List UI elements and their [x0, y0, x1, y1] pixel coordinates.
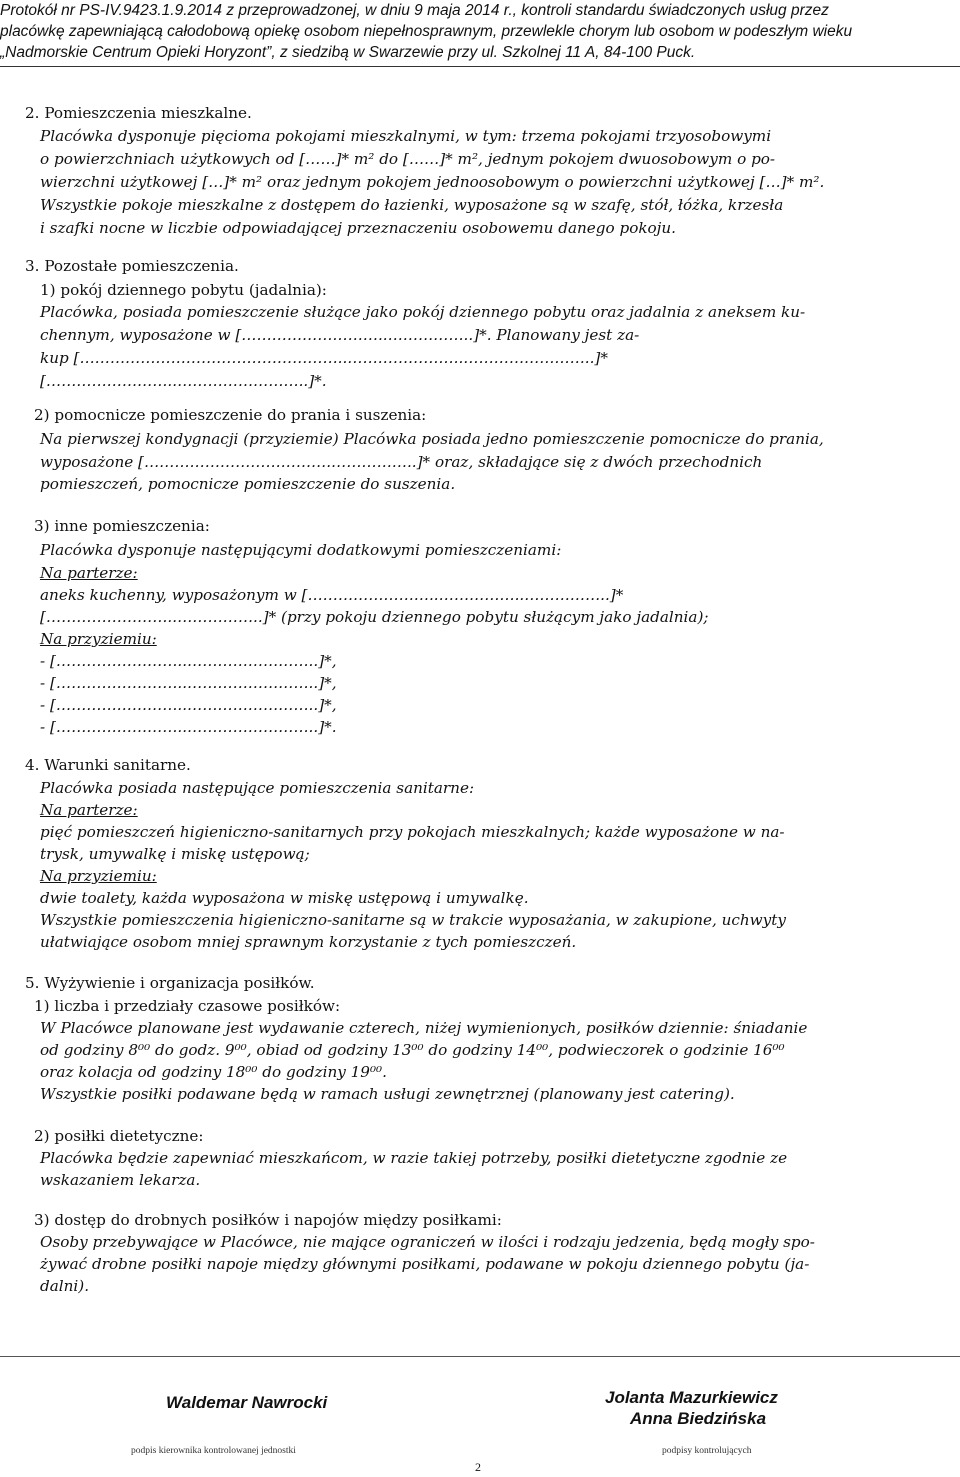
- body-line: aneks kuchenny, wyposażonym w [……………………..……………..……………..]*: [40, 586, 624, 604]
- signature-left-caption: podpis kierownika kontrolowanej jednostki: [131, 1446, 296, 1456]
- body-line: Wszystkie pomieszczenia higieniczno-sanitarne są w trakcie wyposażania, w zakupione, uchwyty: [40, 911, 786, 929]
- subsection-heading: 3) dostęp do drobnych posiłków i napojów między posiłkami:: [34, 1211, 502, 1229]
- body-line: dalni).: [40, 1277, 90, 1295]
- body-line: żywać drobne posiłki napoje między głównymi posiłkami, podawane w pokoju dziennego pobytu (ja-: [40, 1255, 810, 1273]
- underlined-label: Na parterze:: [40, 564, 138, 582]
- subsection-heading: 2) posiłki dietetyczne:: [34, 1127, 204, 1145]
- body-line: od godziny 8⁰⁰ do godz. 9⁰⁰, obiad od godziny 13⁰⁰ do godziny 14⁰⁰, podwieczorek o godzinie 16⁰⁰: [40, 1041, 785, 1059]
- body-line: pięć pomieszczeń higieniczno-sanitarnych przy pokojach mieszkalnych; każde wyposażone w na-: [40, 823, 785, 841]
- subsection-heading: 2) pomocnicze pomieszczenie do prania i suszenia:: [34, 406, 427, 424]
- body-line: oraz kolacja od godziny 18⁰⁰ do godziny 19⁰⁰.: [40, 1063, 387, 1081]
- body-line: ułatwiające osobom mniej sprawnym korzystanie z tych pomieszczeń.: [40, 933, 577, 951]
- body-line: Wszystkie pokoje mieszkalne z dostępem do łazienki, wyposażone są w szafę, stół, łóżka, krzesła: [40, 196, 784, 214]
- body-line: W Placówce planowane jest wydawanie czterech, niżej wymienionych, posiłków dziennie: śniadanie: [40, 1019, 808, 1037]
- body-line: Placówka dysponuje następującymi dodatkowymi pomieszczeniami:: [40, 541, 562, 559]
- section-heading: 2. Pomieszczenia mieszkalne.: [25, 104, 252, 122]
- body-line: Placówka dysponuje pięcioma pokojami mieszkalnymi, w tym: trzema pokojami trzyosobowymi: [40, 127, 772, 145]
- signature-rule: [0, 1356, 960, 1357]
- signature-right-name-2: Anna Biedzińska: [630, 1409, 767, 1428]
- signature-right-caption: podpisy kontrolujących: [662, 1446, 752, 1456]
- subsection-heading: 1) liczba i przedziały czasowe posiłków:: [34, 997, 341, 1015]
- subsection-heading: 3) inne pomieszczenia:: [34, 517, 210, 535]
- signature-left-name: Waldemar Nawrocki: [166, 1393, 328, 1412]
- subsection-heading: 1) pokój dziennego pobytu (jadalnia):: [40, 281, 327, 299]
- list-item: - [……………………..……………………..]*,: [40, 674, 337, 692]
- signature-right-name-1: Jolanta Mazurkiewicz: [605, 1388, 778, 1407]
- body-line: i szafki nocne w liczbie odpowiadającej przeznaczeniu osobowemu danego pokoju.: [40, 219, 676, 237]
- list-item: - [……………………..……………………..]*.: [40, 718, 337, 736]
- body-line: wierzchni użytkowej […]* m² oraz jednym pokojem jednoosobowym o powierzchni użytkowej […]* m².: [40, 173, 825, 191]
- underlined-label: Na parterze:: [40, 801, 138, 819]
- body-line: wyposażone [……………………………….……………..]* oraz, składające się z dwóch przechodnich: [40, 453, 763, 471]
- body-line: [……………………..……………..]* (przy pokoju dziennego pobytu służącym jako jadalnia);: [40, 608, 709, 626]
- list-item: - [……………………..……………………..]*,: [40, 652, 337, 670]
- header-line-3: „Nadmorskie Centrum Opieki Horyzont”, z siedzibą w Swarzewie przy ul. Szkolnej 11 A, 84-100 Puck.: [0, 44, 696, 61]
- underlined-label: Na przyziemiu:: [40, 867, 157, 885]
- page-number: 2: [475, 1460, 481, 1474]
- body-line: pomieszczeń, pomocnicze pomieszczenie do suszenia.: [40, 475, 456, 493]
- body-line: o powierzchniach użytkowych od [……]* m² do [……]* m², jednym pokojem dwuosobowym o po-: [40, 150, 776, 168]
- section-heading: 4. Warunki sanitarne.: [25, 756, 191, 774]
- list-item: - [……………………..……………………..]*,: [40, 696, 337, 714]
- body-line: Osoby przebywające w Placówce, nie mające ograniczeń w ilości i rodzaju jedzenia, będą mogły spo-: [40, 1233, 815, 1251]
- body-line: [……………………..……………………..]*.: [40, 372, 327, 390]
- header-rule: [0, 66, 960, 67]
- body-line: dwie toalety, każda wyposażona w miskę ustępową i umywalkę.: [40, 889, 529, 907]
- body-line: Wszystkie posiłki podawane będą w ramach usługi zewnętrznej (planowany jest catering).: [40, 1085, 735, 1103]
- body-line: Placówka będzie zapewniać mieszkańcom, w razie takiej potrzeby, posiłki dietetyczne zgodnie ze: [40, 1149, 788, 1167]
- header-line-1: Protokół nr PS-IV.9423.1.9.2014 z przeprowadzonej, w dniu 9 maja 2014 r., kontroli standardu świadczonych usług przez: [0, 2, 829, 19]
- header-line-2: placówkę zapewniającą całodobową opiekę osobom niepełnosprawnym, przewlekle chorym lub osobom w podeszłym wieku: [0, 23, 853, 40]
- body-line: trysk, umywalkę i miskę ustępową;: [40, 845, 310, 863]
- underlined-label: Na przyziemiu:: [40, 630, 157, 648]
- section-heading: 5. Wyżywienie i organizacja posiłków.: [25, 974, 315, 992]
- body-line: Placówka, posiada pomieszczenie służące jako pokój dziennego pobytu oraz jadalnia z aneksem ku-: [40, 303, 806, 321]
- section-heading: 3. Pozostałe pomieszczenia.: [25, 257, 239, 275]
- body-line: chennym, wyposażone w [………………………..……………..]*. Planowany jest za-: [40, 326, 640, 344]
- body-line: wskazaniem lekarza.: [40, 1171, 201, 1189]
- body-line: Placówka posiada następujące pomieszczenia sanitarne:: [40, 779, 475, 797]
- body-line: Na pierwszej kondygnacji (przyziemie) Placówka posiada jedno pomieszczenie pomocnicze do prania,: [40, 430, 824, 448]
- body-line: kup [……………………………………………..…………………..……………………..]*: [40, 349, 608, 367]
